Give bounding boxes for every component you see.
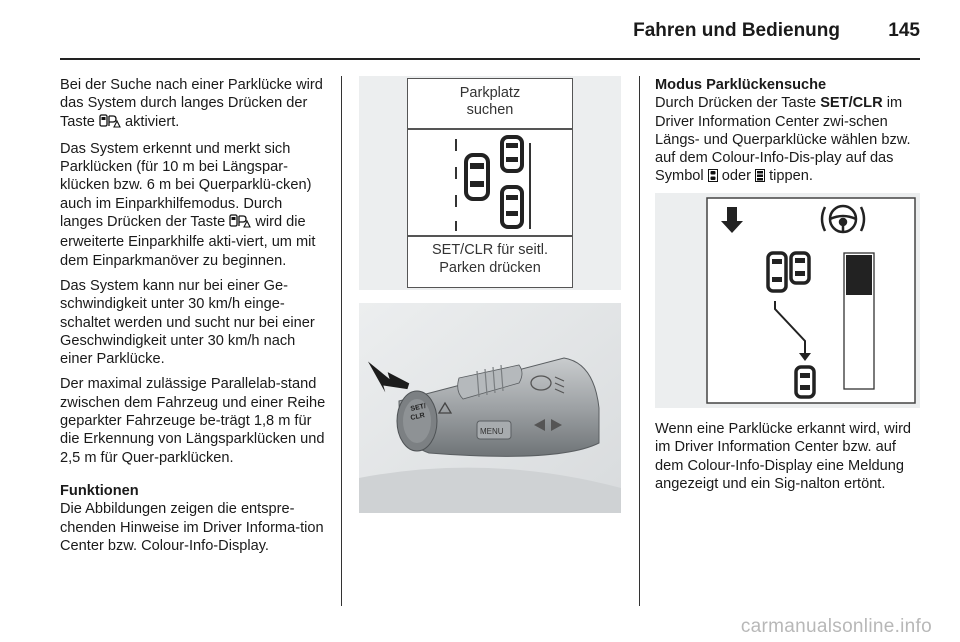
park-assist-icon [229,214,251,233]
figure-parkplatz-display [359,76,621,290]
car-icon [502,137,522,171]
page-number: 145 [888,20,920,41]
display-screen [407,78,573,288]
parallel-park-icon [708,169,718,187]
display-separator [408,235,572,237]
menu-label: MENU [480,427,504,436]
parking-scene-graphic [408,129,572,235]
display-frame [707,198,915,403]
car-icon [502,187,522,227]
perpendicular-park-icon [755,169,765,187]
section-modus: Modus Parklückensuche Durch Drücken der Taste SET/CLR im Driver Information Center zwi-schen Längs- und Querparklücke wählen bzw. auf dem Colour-Info-Dis-play auf das Symbol oder tippen. [655,76,925,188]
paragraph-parallel-distance: Der maximal zulässige Parallelab-stand zwischen dem Fahrzeug und einer Reihe geparkter Fahrzeuge be-trägt 1,8 m für die Erkennung von Längsparklücken und 2,5 m für Quer-parklücken. [60,376,326,466]
lever-illustration [359,303,621,513]
page-title: Fahren und Bedienung [633,20,840,41]
display-title: Parkplatz suchen [459,85,521,118]
figure-dic-parking-display [655,193,920,408]
header-rule [60,58,920,60]
set-clr-label-2: CLR [409,412,426,422]
section-funktionen: Funktionen Die Abbildungen zeigen die entspre-chenden Hinweise im Driver Informa-tion Center bzw. Colour-Info-Display. [60,482,328,555]
column-divider [639,76,640,606]
set-clr-label-1: SET/ [409,402,427,413]
heading-funktionen: Funktionen [60,482,139,499]
heading-modus: Modus Parklückensuche [655,77,827,93]
car-icon [466,155,488,199]
left-column [60,76,328,562]
page-header [60,16,920,58]
paragraph-search-activation: Bei der Suche nach einer Parklücke wird das System durch langes Drücken der Taste aktiviert. [60,76,328,133]
right-column-lower [655,420,925,500]
dic-display-graphic [655,193,920,408]
distance-bar-fill [846,255,872,295]
park-assist-icon [99,114,121,133]
figure-steering-lever [359,303,621,513]
key-set-clr: SET/CLR [820,95,883,112]
watermark: carmanualsonline.info [740,616,932,637]
column-divider [341,76,342,606]
right-column [655,76,925,195]
display-instruction: SET/CLR für seitl. Parken drücken [431,242,549,276]
paragraph-speed-limit: Das System kann nur bei einer Ge-schwindigkeit unter 30 km/h einge-schaltet werden und sucht nur bei einer Geschwindigkeit unter 30 km/h nach einer Parklücke. [60,277,315,368]
paragraph-detection-message: Wenn eine Parklücke erkannt wird, wird im Driver Information Center bzw. auf dem Colour-Info-Display eine Meldung angezeigt und ein Sig-nalton ertönt. [655,421,912,492]
paragraph-detection: Das System erkennt und merkt sich Parklücken (für 10 m bei Längspar-klücken bzw. 6 m bei Querparklü-cken) auch im Einparkhilfemodus. Durch langes Drücken der Taste wird die erweiterte Einparkhilfe akti-viert, um mit dem Einparkmanöver zu beginnen. [60,140,316,269]
